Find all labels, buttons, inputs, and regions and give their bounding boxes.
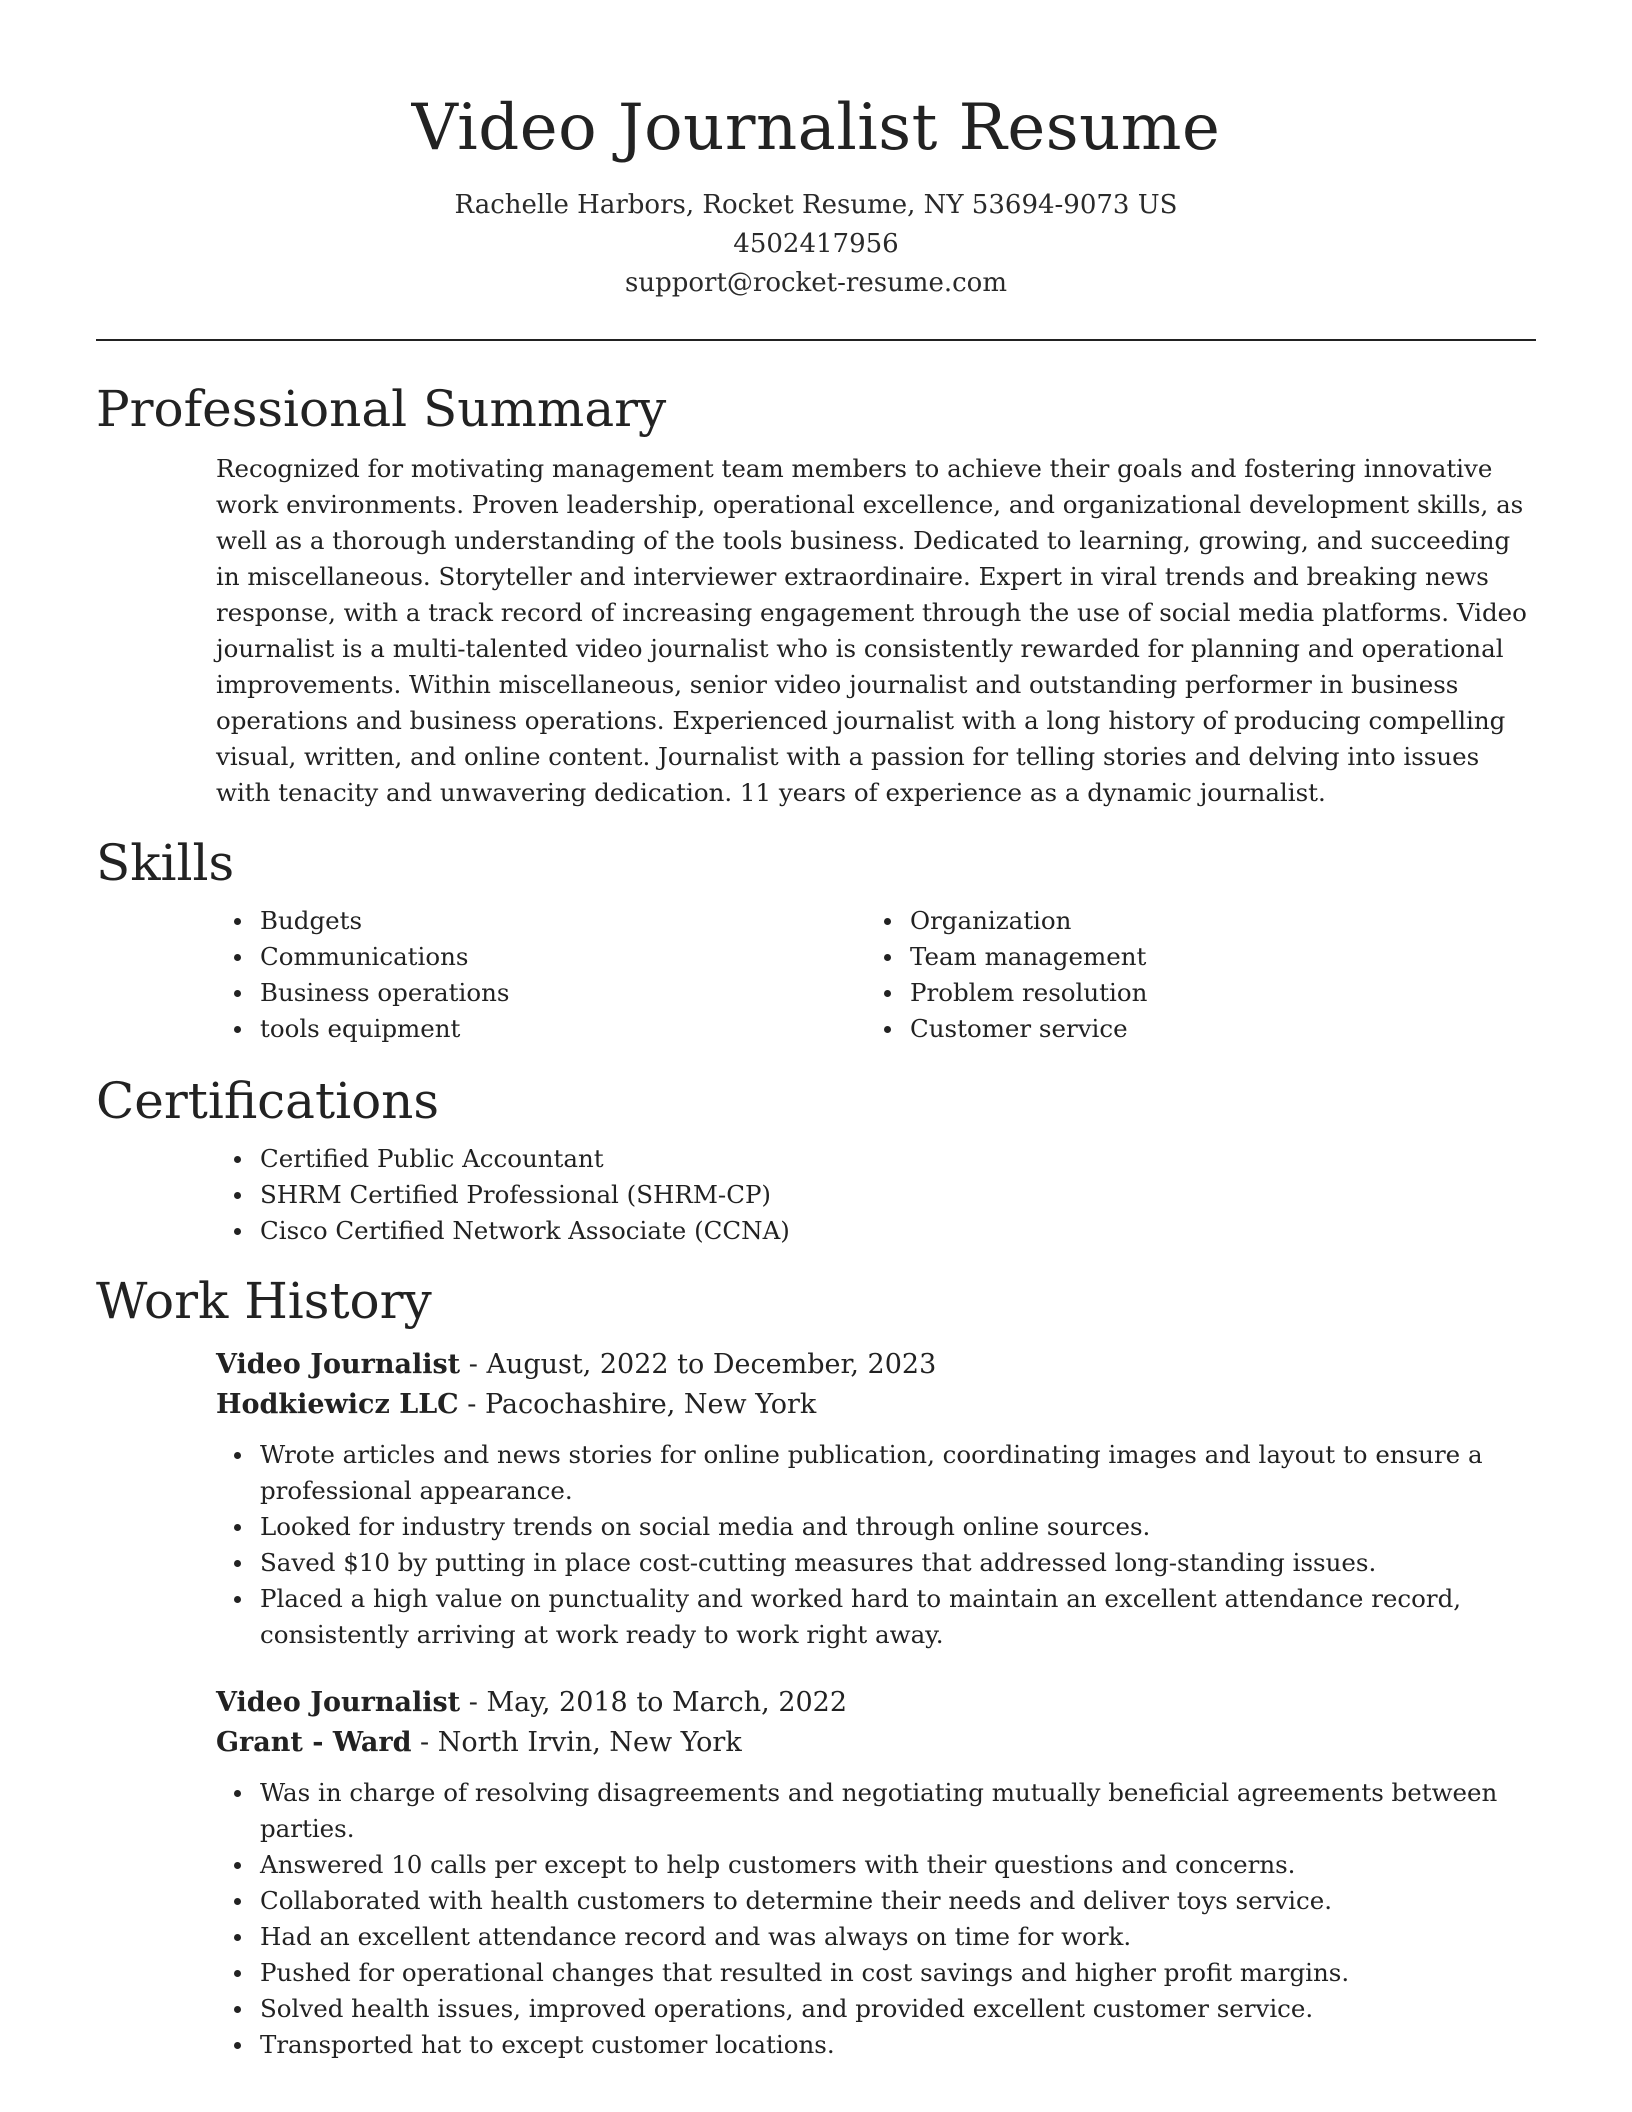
job-company: Hodkiewicz LLC bbox=[216, 1389, 459, 1420]
job-bullet: Had an excellent attendance record and was always on time for work. bbox=[260, 1919, 1510, 1955]
job-entry bbox=[216, 1345, 1536, 1653]
contact-block bbox=[96, 186, 1536, 303]
skill-item: Problem resolution bbox=[910, 975, 1147, 1011]
job-bullet: Transported hat to except customer locations. bbox=[260, 2027, 1510, 2063]
summary-text: Recognized for motivating management team members to achieve their goals and fostering innovative work environments. Proven leadership, operational excellence, and organizational development skills, as well as a thorough understanding of the tools business. Dedicated to learning, growing, and succeeding in miscellaneous. Storyteller and interviewer extraordinaire. Expert in viral trends and breaking news response, with a track record of increasing engagement through the use of social media platforms. Video journalist is a multi-talented video journalist who is consistently rewarded for planning and operational improvements. Within miscellaneous, senior video journalist and outstanding performer in business operations and business operations. Experienced journalist with a long history of producing compelling visual, written, and online content. Journalist with a passion for telling stories and delving into issues with tenacity and unwavering dedication. 11 years of experience as a dynamic journalist. bbox=[216, 454, 1527, 807]
job-bullet: Collaborated with health customers to determine their needs and deliver toys service. bbox=[260, 1883, 1510, 1919]
job-title-line bbox=[216, 1345, 1536, 1385]
certification-item: Certified Public Accountant bbox=[260, 1141, 1536, 1177]
job-bullet: Looked for industry trends on social media and through online sources. bbox=[260, 1509, 1510, 1545]
certifications-heading: Certifications bbox=[96, 1072, 440, 1130]
resume-page bbox=[96, 0, 1536, 2063]
job-bullet: Answered 10 calls per except to help customers with their questions and concerns. bbox=[260, 1847, 1510, 1883]
job-bullet: Placed a high value on punctuality and worked hard to maintain an excellent attendance record, consistently arriving at work ready to work right away. bbox=[260, 1581, 1510, 1653]
skills-heading: Skills bbox=[96, 834, 235, 892]
skill-item: Team management bbox=[910, 939, 1147, 975]
work-history-heading: Work History bbox=[96, 1272, 432, 1330]
job-bullet: Saved $10 by putting in place cost-cutting measures that addressed long-standing issues. bbox=[260, 1545, 1510, 1581]
skill-item: Communications bbox=[260, 939, 910, 975]
job-location: - Pacochashire, New York bbox=[458, 1389, 817, 1420]
job-entry bbox=[216, 1683, 1536, 2063]
skill-item: Business operations bbox=[260, 975, 910, 1011]
certifications-list bbox=[96, 1141, 1536, 1249]
contact-email: support@rocket-resume.com bbox=[624, 268, 1007, 298]
job-title: Video Journalist bbox=[216, 1687, 461, 1718]
job-location: - North Irvin, New York bbox=[411, 1727, 742, 1758]
skills-list-right bbox=[910, 903, 1147, 1047]
skill-item: Budgets bbox=[260, 903, 910, 939]
job-bullet: Wrote articles and news stories for online publication, coordinating images and layout to ensure a professional appearance. bbox=[260, 1437, 1510, 1509]
header-divider bbox=[96, 339, 1536, 341]
job-dates: - May, 2018 to March, 2022 bbox=[460, 1687, 848, 1718]
job-bullets bbox=[216, 1437, 1510, 1653]
job-title: Video Journalist bbox=[216, 1349, 461, 1380]
job-dates: - August, 2022 to December, 2023 bbox=[460, 1349, 937, 1380]
summary-section bbox=[96, 377, 1536, 811]
skill-item: Organization bbox=[910, 903, 1147, 939]
summary-heading: Professional Summary bbox=[96, 380, 667, 438]
contact-phone: 4502417956 bbox=[733, 229, 899, 259]
job-company-line bbox=[216, 1723, 1536, 1763]
contact-address: Rachelle Harbors, Rocket Resume, NY 53694-9073 US bbox=[454, 190, 1178, 220]
job-bullet: Was in charge of resolving disagreements and negotiating mutually beneficial agreements between parties. bbox=[260, 1775, 1510, 1847]
skill-item: tools equipment bbox=[260, 1011, 910, 1047]
job-bullet: Solved health issues, improved operations, and provided excellent customer service. bbox=[260, 1991, 1510, 2027]
job-company: Grant - Ward bbox=[216, 1727, 412, 1758]
job-bullets bbox=[216, 1775, 1510, 2063]
job-bullet: Pushed for operational changes that resulted in cost savings and higher profit margins. bbox=[260, 1955, 1510, 1991]
work-history-section bbox=[96, 1269, 1536, 2063]
job-company-line bbox=[216, 1385, 1536, 1425]
resume-title: Video Journalist Resume bbox=[411, 91, 1221, 165]
skills-columns bbox=[96, 903, 1536, 1047]
job-title-line bbox=[216, 1683, 1536, 1723]
skill-item: Customer service bbox=[910, 1011, 1147, 1047]
certifications-section bbox=[96, 1069, 1536, 1249]
skills-section bbox=[96, 831, 1536, 1047]
certification-item: Cisco Certified Network Associate (CCNA) bbox=[260, 1213, 1536, 1249]
certification-item: SHRM Certified Professional (SHRM-CP) bbox=[260, 1177, 1536, 1213]
skills-list-left bbox=[96, 903, 910, 1047]
